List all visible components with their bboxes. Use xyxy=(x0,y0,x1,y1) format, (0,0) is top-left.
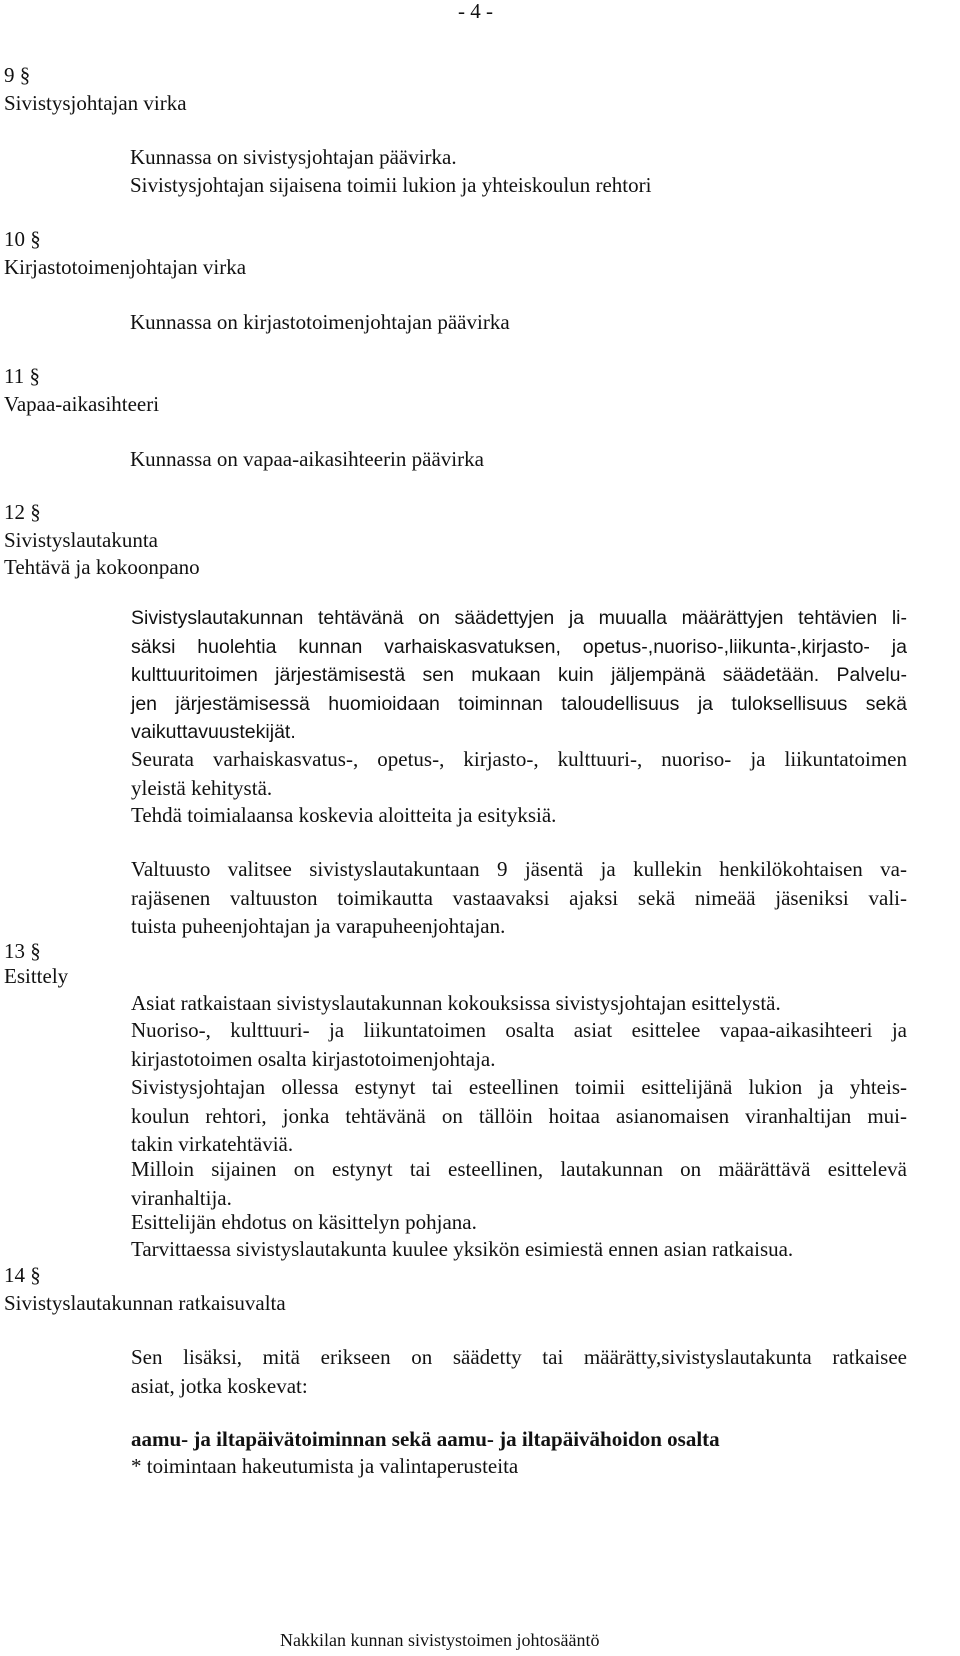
section-9-number: 9 § xyxy=(4,63,31,87)
section-14-paragraph-1 xyxy=(131,1343,907,1400)
section-12-paragraph-2 xyxy=(131,745,907,802)
section-10-number: 10 § xyxy=(4,227,41,251)
text-line: asiat, jotka koskevat: xyxy=(131,1373,308,1398)
section-12-title: Sivistyslautakunta xyxy=(4,528,158,552)
section-9-title: Sivistysjohtajan virka xyxy=(4,91,187,115)
section-10-title: Kirjastotoimenjohtajan virka xyxy=(4,255,247,279)
section-12-paragraph-1 xyxy=(131,604,907,747)
text-line: Valtuusto valitsee sivistyslautakuntaan 9 jäsentä ja kullekin henkilökohtaisen va- xyxy=(131,857,907,881)
section-13-paragraph-6: Tarvittaessa sivistyslautakunta kuulee yksikön esimiestä ennen asian ratkaisua. xyxy=(131,1237,794,1261)
text-line: kirjastotoimen osalta kirjastotoimenjohtaja. xyxy=(131,1046,496,1071)
text-line: säksi huolehtia kunnan varhaiskasvatuksen, opetus-,nuoriso-,liikunta-,kirjasto- ja xyxy=(131,635,907,658)
section-13-number: 13 § xyxy=(4,939,41,963)
text-line: Milloin sijainen on estynyt tai esteellinen, lautakunnan on määrättävä esittelevä xyxy=(131,1157,907,1181)
text-line: Nuoriso-, kulttuuri- ja liikuntatoimen osalta asiat esittelee vapaa-aikasihteeri ja xyxy=(131,1018,907,1042)
text-line: Sivistysjohtajan ollessa estynyt tai esteellinen toimii esittelijänä lukion ja yhteis- xyxy=(131,1075,907,1099)
section-13-paragraph-1: Asiat ratkaistaan sivistyslautakunnan kokouksissa sivistysjohtajan esittelystä. xyxy=(131,991,781,1015)
section-14-number: 14 § xyxy=(4,1263,41,1287)
text-line: tuista puheenjohtajan ja varapuheenjohtajan. xyxy=(131,914,506,939)
text-line: viranhaltija. xyxy=(131,1185,232,1210)
section-13-paragraph-4 xyxy=(131,1155,907,1212)
text-line: jen järjestämisessä huomioidaan toiminnan taloudellisuus ja tuloksellisuus sekä xyxy=(131,692,907,715)
section-9-line-1: Kunnassa on sivistysjohtajan päävirka. xyxy=(130,145,457,169)
section-13-title: Esittely xyxy=(4,964,69,988)
section-12-paragraph-3: Tehdä toimialaansa koskevia aloitteita ja esityksiä. xyxy=(131,803,557,827)
text-line: koulun rehtori, jonka tehtävänä on tällöin hoitaa asianomaisen viranhaltijan mui- xyxy=(131,1103,907,1128)
text-line: vaikuttavuustekijät. xyxy=(131,721,296,744)
footer-text: Nakkilan kunnan sivistystoimen johtosääntö xyxy=(280,1630,600,1650)
section-10-line: Kunnassa on kirjastotoimenjohtajan päävirka xyxy=(130,310,510,334)
section-13-paragraph-3 xyxy=(131,1073,907,1159)
text-line: Sen lisäksi, mitä erikseen on säädetty tai määrätty,sivistyslautakunta ratkaisee xyxy=(131,1345,907,1369)
section-11-title: Vapaa-aikasihteeri xyxy=(4,392,160,416)
section-14-bullet: * toimintaan hakeutumista ja valintaperusteita xyxy=(131,1454,519,1478)
text-line: Sivistyslautakunnan tehtävänä on säädettyjen ja muualla määrättyjen tehtävien li- xyxy=(131,607,907,629)
section-11-line: Kunnassa on vapaa-aikasihteerin päävirka xyxy=(130,447,484,471)
section-13-paragraph-5: Esittelijän ehdotus on käsittelyn pohjana. xyxy=(131,1210,477,1234)
section-12-subtitle: Tehtävä ja kokoonpano xyxy=(4,555,200,579)
text-line: rajäsenen valtuuston toimikautta vastaavaksi ajaksi sekä nimeää jäseniksi vali- xyxy=(131,885,907,910)
section-12-number: 12 § xyxy=(4,500,41,524)
section-13-paragraph-2 xyxy=(131,1016,907,1073)
section-11-number: 11 § xyxy=(4,364,40,388)
text-line: takin virkatehtäviä. xyxy=(131,1132,294,1157)
page-number: - 4 - xyxy=(458,0,493,23)
text-line: yleistä kehitystä. xyxy=(131,775,273,800)
section-14-heading: aamu- ja iltapäivätoiminnan sekä aamu- ja iltapäivähoidon osalta xyxy=(131,1427,720,1451)
text-line: Seurata varhaiskasvatus-, opetus-, kirjasto-, kulttuuri-, nuoriso- ja liikuntatoimen xyxy=(131,747,907,771)
section-14-title: Sivistyslautakunnan ratkaisuvalta xyxy=(4,1291,286,1315)
section-9-line-2: Sivistysjohtajan sijaisena toimii lukion ja yhteiskoulun rehtori xyxy=(130,173,652,197)
section-12-paragraph-4 xyxy=(131,855,907,941)
text-line: kulttuuritoimen järjestämisestä sen mukaan kuin jäljempänä säädetään. Palvelu- xyxy=(131,664,907,687)
